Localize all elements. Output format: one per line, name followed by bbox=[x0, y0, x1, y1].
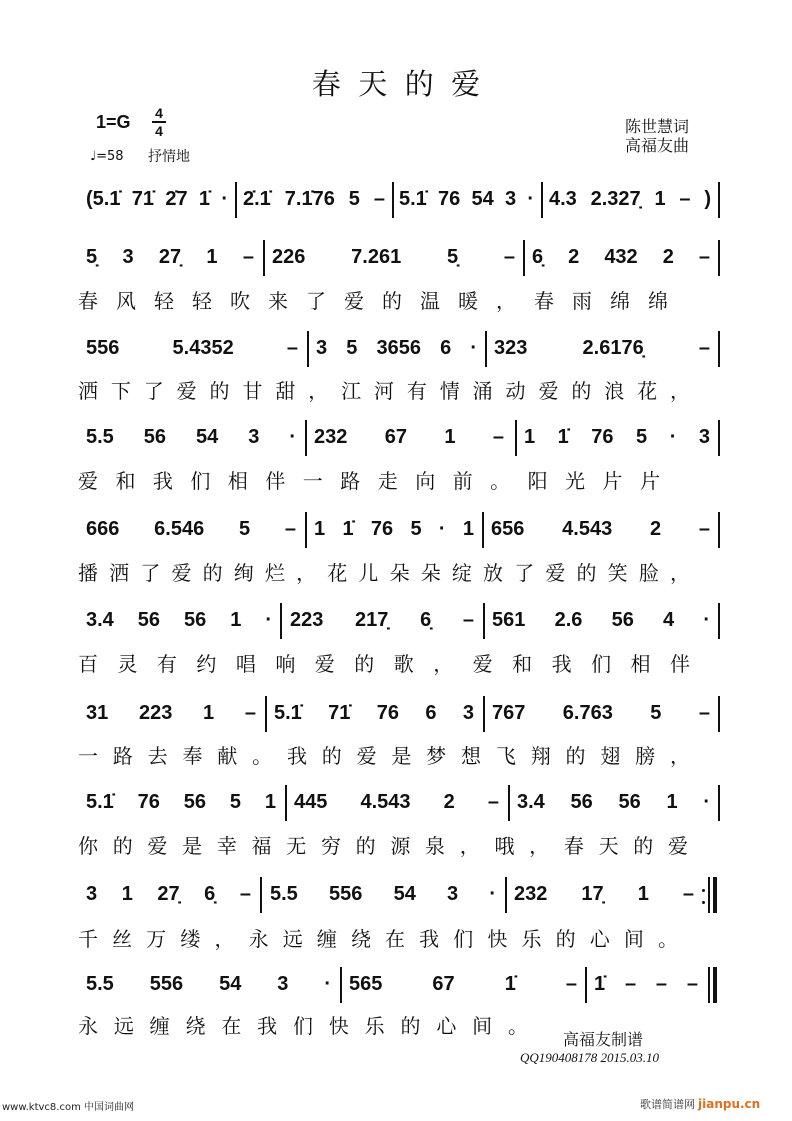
lyrics-line: 永远缠绕在我们快乐的心间。 bbox=[78, 1014, 528, 1038]
lyrics-line: 你的爱是幸福无穷的源泉，哦，春天的爱 bbox=[78, 834, 688, 858]
final-barline-thick bbox=[713, 967, 717, 1003]
barline bbox=[505, 877, 507, 913]
measure: 323 2.6176̣ – bbox=[494, 337, 710, 359]
measure: 5.5 56 54 3 · bbox=[86, 426, 296, 448]
measure: 3 1 27̣ 6̣ – bbox=[86, 883, 251, 905]
measure: 767 6.763 5 – bbox=[492, 702, 710, 724]
measure: 5.5 556 54 3 · bbox=[270, 883, 496, 905]
measure: 4.3 2.327̣ 1 – ) bbox=[549, 188, 711, 210]
barline bbox=[280, 603, 282, 639]
time-signature-top: 4 bbox=[155, 105, 163, 121]
time-signature bbox=[152, 106, 166, 138]
barline bbox=[718, 331, 720, 367]
measure: 1 1̇ 76 5 · 1 bbox=[314, 518, 474, 540]
barline bbox=[718, 512, 720, 548]
barline bbox=[483, 696, 485, 732]
lyrics-line: 春风轻轻吹来了爱的温暖，春雨绵绵 bbox=[78, 289, 668, 313]
repeat-barline-thin bbox=[708, 877, 710, 913]
lyricist-credit: 陈世慧词 bbox=[625, 117, 690, 136]
measure: 445 4.543 2 – bbox=[294, 791, 499, 813]
measure: 3.4 56 56 1 · bbox=[86, 609, 272, 631]
barline bbox=[508, 785, 510, 821]
measure: 5.5 556 54 3 · bbox=[86, 973, 331, 995]
lyrics-line: 千丝万缕，永远缠绕在我们快乐的心间。 bbox=[78, 927, 678, 951]
measure: 3.4 56 56 1 · bbox=[517, 791, 710, 813]
barline bbox=[585, 967, 587, 1003]
measure: 556 5.4352 – bbox=[86, 337, 298, 359]
composer-credit: 高福友曲 bbox=[625, 136, 690, 155]
watermark-left: www.ktvc8.com 中国词曲网 bbox=[2, 1102, 135, 1113]
measure: 561 2.6 56 4 · bbox=[492, 609, 710, 631]
watermark-right-cn: 歌谱简谱网 bbox=[640, 1098, 695, 1111]
measure: 656 4.543 2 – bbox=[491, 518, 710, 540]
measure: (5.1̇ 71̇ 2̇7 1̇ · bbox=[86, 188, 228, 210]
barline bbox=[483, 603, 485, 639]
barline bbox=[260, 877, 262, 913]
barline bbox=[485, 331, 487, 367]
measure: 1̇ – – – bbox=[594, 973, 698, 995]
barline bbox=[718, 420, 720, 456]
measure: 2̇.1̇ 7.1̇76 5 – bbox=[243, 188, 385, 210]
watermark-right-en: jianpu.cn bbox=[698, 1097, 761, 1111]
lyrics-line: 一路去奉献。我的爱是梦想飞翔的翅膀， bbox=[78, 744, 690, 768]
repeat-dot bbox=[702, 889, 705, 892]
repeat-barline-thick bbox=[713, 877, 717, 913]
measure: 223 217̣ 6̣ – bbox=[290, 609, 474, 631]
expression-mark: 抒情地 bbox=[148, 149, 190, 165]
barline bbox=[265, 696, 267, 732]
measure: 6̣ 2 432 2 – bbox=[532, 246, 710, 268]
barline bbox=[307, 331, 309, 367]
measure: 232 67 1 – bbox=[314, 426, 504, 448]
contact-date: QQ190408178 2015.03.10 bbox=[520, 1050, 660, 1065]
measure: 226 7.261 5̣ – bbox=[272, 246, 515, 268]
barline bbox=[718, 240, 720, 276]
measure: 232 17̣ 1 – bbox=[514, 883, 694, 905]
lyrics-line: 播洒了爱的绚烂，花儿朵朵绽放了爱的笑脸， bbox=[78, 561, 690, 585]
measure: 5.1̇ 71̇ 76 6 3 bbox=[274, 702, 474, 724]
barline bbox=[718, 696, 720, 732]
time-signature-bottom: 4 bbox=[155, 122, 163, 139]
arranger-credit: 高福友制谱 bbox=[563, 1030, 644, 1049]
measure: 3 5 3656 6 · bbox=[316, 337, 477, 359]
measure: 565 67 1̇ – bbox=[349, 973, 577, 995]
barline bbox=[305, 420, 307, 456]
final-barline-thin bbox=[708, 967, 710, 1003]
watermark-right bbox=[640, 1096, 760, 1113]
barline bbox=[541, 182, 543, 218]
key-signature: 1=G bbox=[96, 112, 131, 132]
measure: 5̣ 3 27̣ 1 – bbox=[86, 246, 254, 268]
measure: 1 1̇ 76 5 · 3 bbox=[524, 426, 710, 448]
barline bbox=[235, 182, 237, 218]
song-title: 春天的爱 bbox=[311, 67, 498, 101]
measure: 666 6.546 5 – bbox=[86, 518, 296, 540]
barline bbox=[718, 182, 720, 218]
measure: 31 223 1 – bbox=[86, 702, 256, 724]
lyrics-line: 爱和我们相伴一路走向前。阳光片片 bbox=[78, 469, 660, 493]
lyrics-line: 洒下了爱的甘甜，江河有情涌动爱的浪花， bbox=[78, 379, 690, 403]
barline bbox=[523, 240, 525, 276]
barline bbox=[515, 420, 517, 456]
barline bbox=[718, 785, 720, 821]
measure: 5.1̇ 76 56 5 1 bbox=[86, 791, 276, 813]
tempo-mark: ♩=58 bbox=[90, 149, 124, 164]
measure: 5.1̇ 76 54 3 · bbox=[399, 188, 534, 210]
lyrics-line: 百灵有约唱响爱的歌，爱和我们相伴 bbox=[78, 652, 690, 676]
barline bbox=[285, 785, 287, 821]
barline bbox=[340, 967, 342, 1003]
repeat-dot bbox=[702, 901, 705, 904]
barline bbox=[263, 240, 265, 276]
barline bbox=[305, 512, 307, 548]
barline bbox=[718, 603, 720, 639]
barline bbox=[392, 182, 394, 218]
barline bbox=[482, 512, 484, 548]
